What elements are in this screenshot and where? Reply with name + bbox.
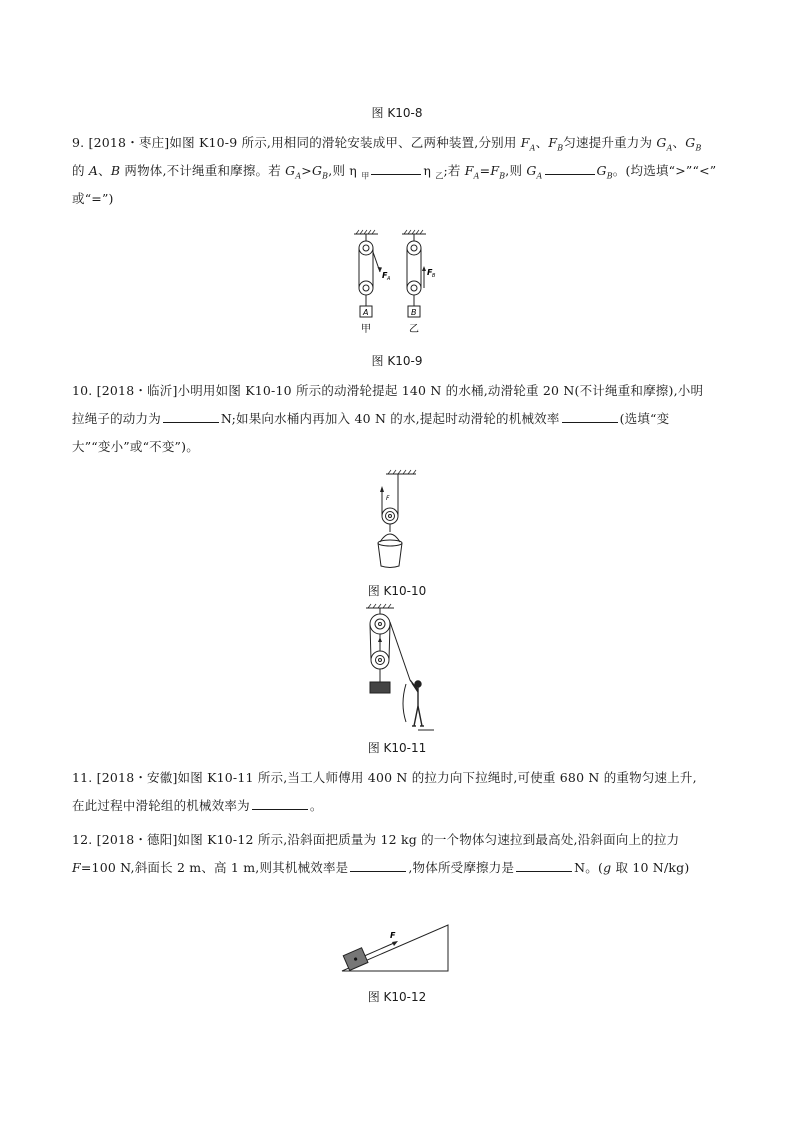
q9-var-gb: G (685, 135, 696, 150)
block-on-incline (343, 948, 368, 971)
movable-pulley (371, 651, 389, 669)
figure-caption-k10-11: 图 K10-11 (367, 741, 427, 755)
q9-text: ;若 (443, 163, 465, 178)
q9-text: ,则 η (328, 163, 362, 178)
arrow-up-icon (380, 486, 384, 492)
q9-var-sub: A (536, 171, 543, 181)
q9-var-ga: G (656, 135, 667, 150)
arrow-fb-icon (422, 266, 426, 271)
q9-text: 匀速提升重力为 (563, 135, 657, 150)
q9-var-sub: B (606, 171, 613, 181)
q9-var-sub: A (295, 171, 302, 181)
movable-pulley-jia (359, 281, 373, 295)
q9-text: 两物体,不计绳重和摩擦。若 (120, 163, 286, 178)
q10-text: (选填“变 (619, 411, 670, 426)
q11-text: 。 (309, 798, 323, 813)
q9-text: 。(均选填“>”“<” (612, 163, 717, 178)
q12-text: ,物体所受摩擦力是 (408, 860, 515, 875)
fixed-pulley-yi (407, 241, 421, 255)
q12-text: 取 10 N/kg) (611, 860, 690, 875)
figure-caption-k10-8: 图 K10-8 (371, 106, 423, 120)
answer-blank-q11[interactable] (252, 797, 308, 810)
q9-var: F (464, 163, 474, 178)
label-fb-sub: B (432, 273, 436, 279)
movable-pulley (382, 508, 398, 524)
q9-var-fa: F (520, 135, 530, 150)
rope-left (370, 624, 371, 660)
q9-var: G (311, 163, 323, 178)
question-11-line-2 (72, 792, 722, 820)
q9-text: 9. [2018・枣庄]如图 K10-9 所示,用相同的滑轮安装成甲、乙两种装置,分别用 (72, 135, 521, 150)
figure-caption-k10-12: 图 K10-12 (367, 990, 427, 1004)
question-9-line-2 (72, 157, 722, 185)
question-12-line-2 (72, 854, 722, 882)
bucket-rim (378, 540, 402, 546)
fixed-pulley-jia (359, 241, 373, 255)
worker-icon (410, 680, 424, 726)
question-12 (72, 826, 722, 882)
question-12-line-1: 12. [2018・德阳]如图 K10-12 所示,沿斜面把质量为 12 kg 的一个物体匀速拉到最高处,沿斜面向上的拉力 (72, 832, 680, 847)
q9-text: ,则 (505, 163, 527, 178)
question-10-line-3: 大”“变小”或“不变”)。 (72, 439, 199, 454)
answer-blank-q10-1[interactable] (163, 410, 219, 423)
q9-var-a: A (88, 163, 99, 178)
label-fa-sub: A (387, 276, 391, 282)
question-11 (72, 764, 722, 820)
arrow-up-icon (378, 637, 382, 642)
figure-caption-k10-10: 图 K10-10 (367, 584, 427, 598)
q9-text: 的 (72, 163, 89, 178)
q9-text: η (423, 163, 436, 178)
q12-text: =100 N,斜面长 2 m、高 1 m,则其机械效率是 (80, 860, 349, 875)
figure-k10-12-incline (340, 922, 452, 974)
question-9-line-3 (72, 185, 722, 213)
figure-k10-9-pulley-diagram (340, 228, 440, 340)
q9-var: G (526, 163, 537, 178)
question-9-line-1 (72, 129, 722, 157)
q9-var-sub: B (322, 171, 329, 181)
question-10-line-1: 10. [2018・临沂]小明用如图 K10-10 所示的动滑轮提起 140 N 的水桶,动滑轮重 20 N(不计绳重和摩擦),小明 (72, 383, 704, 398)
question-10 (72, 377, 722, 461)
label-jia: 甲 (361, 324, 371, 335)
movable-pulley-yi (407, 281, 421, 295)
q9-op: = (479, 163, 491, 178)
q9-var-b: B (110, 163, 121, 178)
q9-var-fa-sub: A (529, 143, 536, 153)
answer-blank-q9-1[interactable] (371, 162, 421, 175)
question-11-line-1: 11. [2018・安徽]如图 K10-11 所示,当工人师傅用 400 N 的拉力向下拉绳时,可使重 680 N 的重物匀速上升, (72, 770, 697, 785)
q9-eta-sub-yi: 乙 (435, 171, 444, 181)
label-f: F (386, 495, 390, 502)
q9-text: 、 (672, 135, 686, 150)
q9-text: 或“=”) (72, 191, 114, 206)
q12-var-g: g (603, 860, 612, 875)
label-fb: F (427, 268, 433, 277)
label-f: F (390, 931, 396, 940)
q9-var: G (285, 163, 296, 178)
q9-eta-sub-jia: 甲 (361, 171, 370, 181)
q9-text: 、 (98, 163, 111, 178)
question-10-line-2 (72, 405, 722, 433)
answer-blank-q9-2[interactable] (545, 162, 595, 175)
q9-var: F (490, 163, 500, 178)
q9-text: 、 (535, 135, 549, 150)
answer-blank-q12-2[interactable] (516, 859, 572, 872)
q9-var-gb-sub: B (695, 143, 702, 153)
q9-var-fb: F (548, 135, 558, 150)
label-yi: 乙 (409, 324, 419, 335)
q11-text: 在此过程中滑轮组的机械效率为 (72, 798, 250, 813)
q12-text: N。( (574, 860, 604, 875)
figure-k10-10-movable-pulley-bucket (370, 470, 430, 575)
q9-var-sub: A (473, 171, 480, 181)
rope-middle (389, 624, 390, 660)
arrow-f-icon (392, 941, 398, 946)
rope-to-worker (390, 622, 410, 680)
label-fa: F (382, 271, 388, 280)
answer-blank-q10-2[interactable] (562, 410, 618, 423)
box-a-label: A (363, 308, 369, 317)
q9-var-sub: B (499, 171, 506, 181)
q9-var: G (596, 163, 607, 178)
rope-slack (403, 684, 406, 722)
q10-text: N;如果向水桶内再加入 40 N 的水,提起时动滑轮的机械效率 (220, 411, 560, 426)
figure-caption-k10-9: 图 K10-9 (371, 354, 423, 368)
question-9 (72, 129, 722, 213)
figure-k10-11-pulley-block-worker (362, 604, 434, 732)
q9-op: > (301, 163, 312, 178)
q12-var-f: F (72, 860, 81, 875)
q9-var-fb-sub: B (557, 143, 564, 153)
q10-text: 拉绳子的动力为 (72, 411, 161, 426)
weight-block (370, 682, 390, 693)
q9-var-ga-sub: A (666, 143, 673, 153)
box-b-label: B (411, 308, 417, 317)
answer-blank-q12-1[interactable] (350, 859, 406, 872)
bucket-body (378, 543, 402, 568)
fixed-pulley (370, 614, 390, 634)
